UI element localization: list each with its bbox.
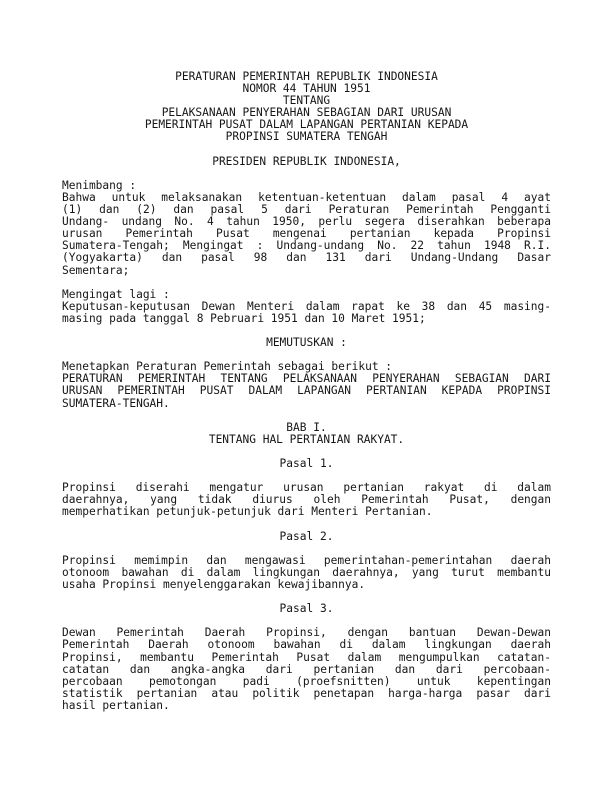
doc-line: Pasal 1.: [279, 457, 334, 470]
doc-line: Bahwa untuk melaksanakan ketentuan-ketentuan dalam pasal 4 ayat: [62, 191, 551, 204]
doc-line: (1) dan (2) dan pasal 5 dari Peraturan Pemerintah Pengganti: [62, 204, 551, 217]
doc-line: Propinsi memimpin dan mengawasi pemerintahan-pemerintahan daerah: [62, 554, 551, 567]
memutuskan-heading: [62, 337, 551, 349]
doc-line: memperhatikan petunjuk-petunjuk dari Menteri Pertanian.: [62, 505, 433, 519]
doc-line: (Yogyakarta) dan pasal 98 dan 131 dari Undang-Undang Dasar: [62, 252, 551, 265]
bab-1-heading: [62, 422, 551, 446]
doc-line: PERATURAN PEMERINTAH REPUBLIK INDONESIA: [175, 70, 438, 83]
doc-line: Dewan Pemerintah Daerah Propinsi, dengan bantuan Dewan-Dewan: [62, 627, 551, 640]
doc-line: PRESIDEN REPUBLIK INDONESIA,: [212, 154, 401, 168]
doc-line: Keputusan-keputusan Dewan Menteri dalam rapat ke 38 dan 45 masing-: [62, 300, 551, 313]
doc-line: masing pada tanggal 8 Pebruari 1951 dan 10 Maret 1951;: [62, 311, 426, 325]
mengingat-lagi-paragraph: [62, 289, 551, 325]
president-heading: [62, 156, 551, 168]
doc-line: Sementara;: [62, 263, 130, 277]
doc-line: PELAKSANAAN PENYERAHAN SEBAGIAN DARI URUSAN: [161, 106, 452, 120]
doc-line: TENTANG: [282, 94, 331, 108]
doc-line: statistik pertanian atau politik penetapan harga-harga pasar dari: [62, 687, 551, 700]
doc-line: Propinsi, membantu Pemerintah Pusat dalam mengumpulkan catatan-: [62, 651, 551, 664]
doc-line: Sumatera-Tengah; Mengingat : Undang-undang No. 22 tahun 1948 R.I.: [62, 240, 551, 253]
doc-line: Menimbang :: [62, 178, 137, 192]
menetapkan-paragraph: [62, 361, 551, 409]
pasal-1-body: [62, 482, 551, 518]
doc-line: SUMATERA-TENGAH.: [62, 396, 170, 410]
doc-line: PEMERINTAH PUSAT DALAM LAPANGAN PERTANIAN KEPADA: [144, 118, 469, 132]
doc-line: TENTANG HAL PERTANIAN RAKYAT.: [208, 432, 405, 446]
pasal-1-heading: [62, 458, 551, 470]
doc-line: Propinsi diserahi mengatur urusan pertanian rakyat di dalam: [62, 482, 551, 495]
pasal-2-body: [62, 555, 551, 591]
doc-line: daerahnya, yang tidak diurus oleh Pemerintah Pusat, dengan: [62, 494, 551, 507]
doc-line: percobaan pemotongan padi (proefsnitten) untuk kepentingan: [62, 675, 551, 688]
doc-line: otonoom bawahan di dalam lingkungan daerahnya, yang turut membantu: [62, 566, 551, 579]
doc-line: URUSAN PEMERINTAH PUSAT DALAM LAPANGAN PERTANIAN KEPADA PROPINSI: [62, 385, 551, 398]
doc-line: PERATURAN PEMERINTAH TENTANG PELAKSANAAN PENYERAHAN SEBAGIAN DARI: [62, 373, 551, 386]
pasal-3-heading: [62, 603, 551, 615]
title-block: [62, 71, 551, 144]
pasal-3-body: [62, 627, 551, 712]
doc-line: usaha Propinsi menyelenggarakan kewajibannya.: [62, 577, 366, 591]
doc-line: Pasal 2.: [279, 529, 334, 543]
doc-line: NOMOR 44 TAHUN 1951: [242, 82, 371, 96]
document-page: [62, 71, 551, 712]
doc-line: Pasal 3.: [279, 602, 334, 616]
doc-line: BAB I.: [286, 420, 327, 434]
doc-line: Menetapkan Peraturan Pemerintah sebagai berikut :: [62, 360, 393, 374]
doc-line: Undang- undang No. 4 tahun 1950, perlu segera diserahkan beberapa: [62, 216, 551, 229]
menimbang-paragraph: [62, 180, 551, 277]
doc-line: PROPINSI SUMATERA TENGAH: [225, 130, 388, 144]
doc-line: Mengingat lagi :: [62, 287, 170, 301]
doc-line: catatan dan angka-angka dari pertanian dan dari percobaan-: [62, 663, 551, 676]
doc-line: Pemerintah Daerah otonoom bawahan di dalam lingkungan daerah: [62, 639, 551, 652]
doc-line: MEMUTUSKAN :: [266, 336, 347, 350]
doc-line: urusan Pemerintah Pusat mengenai pertanian kepada Propinsi: [62, 228, 551, 241]
pasal-2-heading: [62, 531, 551, 543]
doc-line: hasil pertanian.: [62, 698, 170, 712]
